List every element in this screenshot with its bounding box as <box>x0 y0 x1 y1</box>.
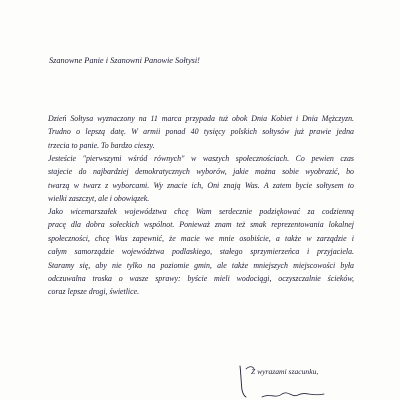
text-line: wielki zaszczyt, ale i obowiązek. <box>48 194 150 204</box>
handwritten-signature <box>232 360 372 400</box>
text-line: Staramy się, aby nie tylko na poziomie gmin, ale także mniejszych miejscowości była <box>48 260 354 270</box>
paragraph-2 <box>48 152 354 206</box>
paragraph-3 <box>48 205 354 299</box>
text-line: coraz lepsze drogi, świetlice. <box>48 287 140 297</box>
text-line: społeczności, chcę Was zapewnić, że macie we mnie osobiście, a także w zarządzie i <box>48 233 354 243</box>
salutation: Szanowne Panie i Szanowni Panowie Sołtysi! <box>49 56 200 65</box>
text-line: Dzień Sołtysa wyznaczony na 11 marca przypada tuż obok Dnia Kobiet i Dnia Mężczyzn. <box>48 114 354 123</box>
text-line: całym samorządzie województwa podlaskiego, stałego sprzymierzeńca i przyjaciela. <box>48 247 354 257</box>
text-line: odczuwalna troska o wasze sprawy: byście mieli wodociągi, oczyszczalnie ścieków, <box>48 274 354 284</box>
text-line: twarzą w twarz z wyborcami. Wy znacie ich, Oni znają Was. A zatem bycie sołtysem to <box>48 180 354 190</box>
closing-phrase: Z wyrazami szacunku, <box>251 367 319 376</box>
text-line: pracę dla dobra sołeckich wspólnot. Ponieważ znam też smak reprezentowania lokalnej <box>48 220 354 230</box>
text-line: Trudno o lepszą datę. W armii ponad 40 tysięcy polskich sołtysów już prawie jedna <box>48 127 354 137</box>
text-line: trzecia to panie. To bardzo cieszy. <box>48 140 155 150</box>
text-line: Jesteście "pierwszymi wśród równych" w waszych społecznościach. Co pewien czas <box>48 154 354 163</box>
paragraph-1 <box>48 112 354 152</box>
text-line: stajecie do najbardziej demokratycznych wyborów, jakie można sobie wyobrazić, bo <box>48 167 354 177</box>
text-line: Jako wicemarszałek województwa chcę Wam serdecznie podziękować za codzienną <box>48 207 354 216</box>
